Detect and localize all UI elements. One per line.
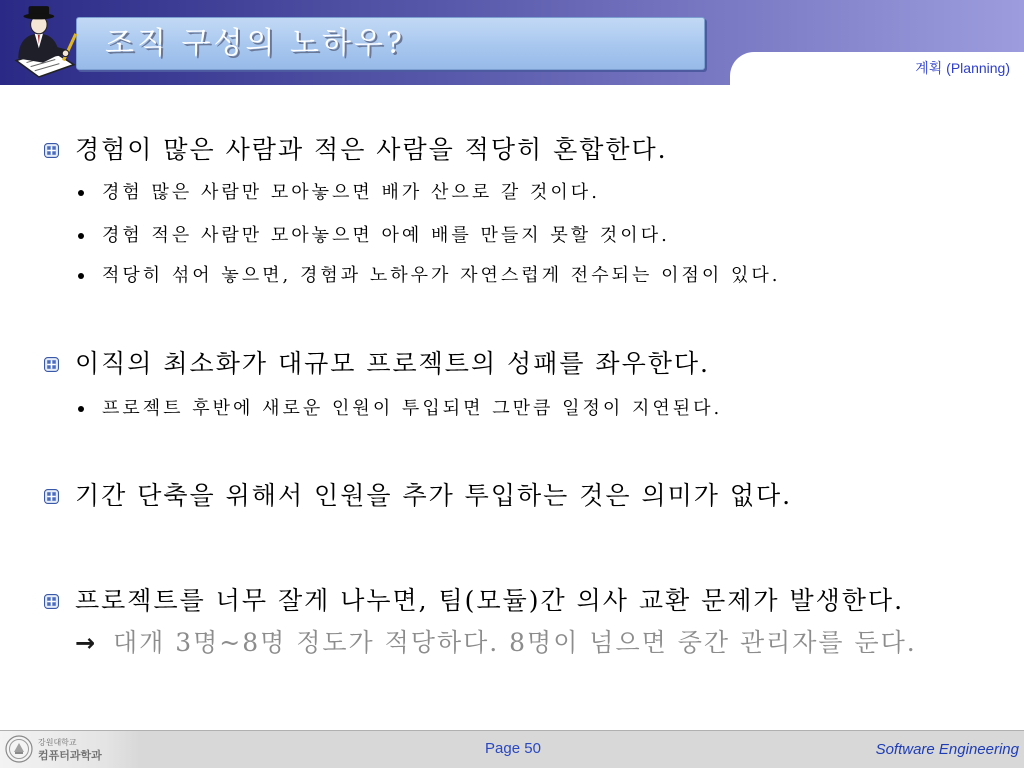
course-title: Software Engineering <box>875 741 1019 758</box>
bullet-text: 이직의 최소화가 대규모 프로젝트의 성패를 좌우한다. <box>75 349 710 378</box>
note-text: 대개 3명~8명 정도가 적당하다. 8명이 넘으면 중간 관리자를 둔다. <box>113 628 917 657</box>
university-seal-icon <box>5 735 33 763</box>
sub-bullet-text: 적당히 섞어 놓으면, 경험과 노하우가 자연스럽게 전수되는 이점이 있다. <box>102 265 781 286</box>
footer <box>0 730 1024 768</box>
sub-bullet-text: 프로젝트 후반에 새로운 인원이 투입되면 그만큼 일정이 지연된다. <box>102 398 723 419</box>
writer-at-desk-icon <box>12 3 78 79</box>
bullet-text: 경험이 많은 사람과 적은 사람을 적당히 혼합한다. <box>75 135 668 164</box>
bullet-dot-icon <box>78 233 84 239</box>
bullet-emblem-icon <box>44 594 59 609</box>
right-arrow-icon: → <box>75 629 98 657</box>
section-tab <box>730 52 1024 92</box>
bullet-emblem-icon <box>44 489 59 504</box>
org-name: 강원대학교 <box>38 738 77 747</box>
bullet-emblem-icon <box>44 357 59 372</box>
section-label: 계획 (Planning) <box>915 60 1010 76</box>
bullet-text: 기간 단축을 위해서 인원을 추가 투입하는 것은 의미가 없다. <box>75 481 793 510</box>
bullet-emblem-icon <box>44 143 59 158</box>
bullet-dot-icon <box>78 190 84 196</box>
page-number: Page 50 <box>485 740 541 757</box>
sub-bullet-text: 경험 많은 사람만 모아놓으면 배가 산으로 갈 것이다. <box>102 182 600 203</box>
bullet-dot-icon <box>78 273 84 279</box>
title-box <box>76 17 705 70</box>
sub-bullet-text: 경험 적은 사람만 모아놓으면 아예 배를 만들지 못할 것이다. <box>102 225 670 246</box>
slide-title: 조직 구성의 노하우? <box>105 26 405 61</box>
bullet-dot-icon <box>78 406 84 412</box>
bullet-text: 프로젝트를 너무 잘게 나누면, 팀(모듈)간 의사 교환 문제가 발생한다. <box>75 586 905 615</box>
dept-name: 컴퓨터과학과 <box>38 749 102 762</box>
